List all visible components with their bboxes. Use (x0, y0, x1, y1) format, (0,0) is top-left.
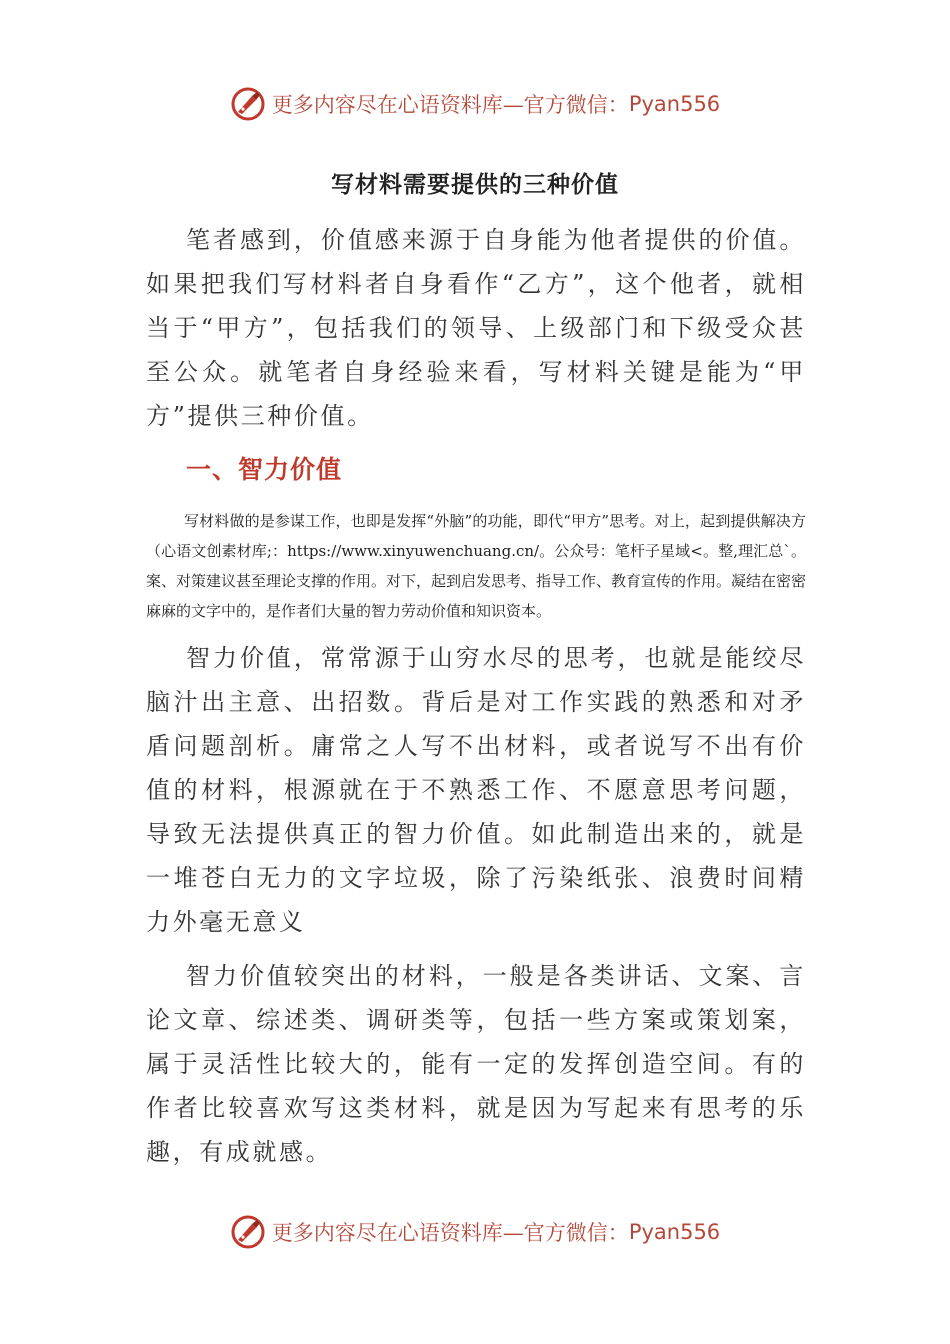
header-banner (0, 82, 950, 126)
small-paragraph: 写材料做的是参谋工作，也即是发挥“外脑”的功能，即代“甲方”思考。对上，起到提供解决方（心语文创素材库;：https://www.xinyuwenchuang.cn/。公众号：笔杆子星域<。整,理汇总`。案、对策建议甚至理论支撑的作用。对下，起到启发思考、指导工作、教育宣传的作用。凝结在密密麻麻的文字中的，是作者们大量的智力劳动价值和知识资本。 (146, 512, 807, 620)
banner-wechat-id: Pyan556 (628, 92, 721, 116)
banner-text: 更多内容尽在心语资料库—官方微信： (271, 1221, 629, 1245)
body-paragraph-3: 智力价值较突出的材料，一般是各类讲话、文案、言论文章、综述类、调研类等，包括一些方案或策划案，属于灵活性比较大的，能有一定的发挥创造空间。有的作者比较喜欢写这类材料，就是因为写起来有思考的乐趣，有成就感。 (146, 962, 806, 1166)
section-heading: 一、智力价值 (186, 455, 343, 484)
banner-text: 更多内容尽在心语资料库—官方微信： (271, 93, 629, 117)
document-title: 写材料需要提供的三种价值 (331, 171, 619, 198)
pen-nib-logo-icon (230, 1214, 266, 1250)
body-paragraph-2: 智力价值，常常源于山穷水尽的思考，也就是能绞尽脑汁出主意、出招数。背后是对工作实践的熟悉和对矛盾问题剖析。庸常之人写不出材料，或者说写不出有价值的材料，根源就在于不熟悉工作、不愿意思考问题，导致无法提供真正的智力价值。如此制造出来的，就是一堆苍白无力的文字垃圾，除了污染纸张、浪费时间精力外毫无意义 (146, 644, 806, 936)
intro-paragraph: 笔者感到，价值感来源于自身能为他者提供的价值。如果把我们写材料者自身看作“乙方”，这个他者，就相当于“甲方”，包括我们的领导、上级部门和下级受众甚至公众。就笔者自身经验来看，写材料关键是能为“甲方”提供三种价值。 (146, 226, 806, 430)
pen-nib-logo-icon (230, 86, 266, 122)
banner-wechat-id: Pyan556 (628, 1220, 721, 1244)
footer-banner (0, 1210, 950, 1254)
